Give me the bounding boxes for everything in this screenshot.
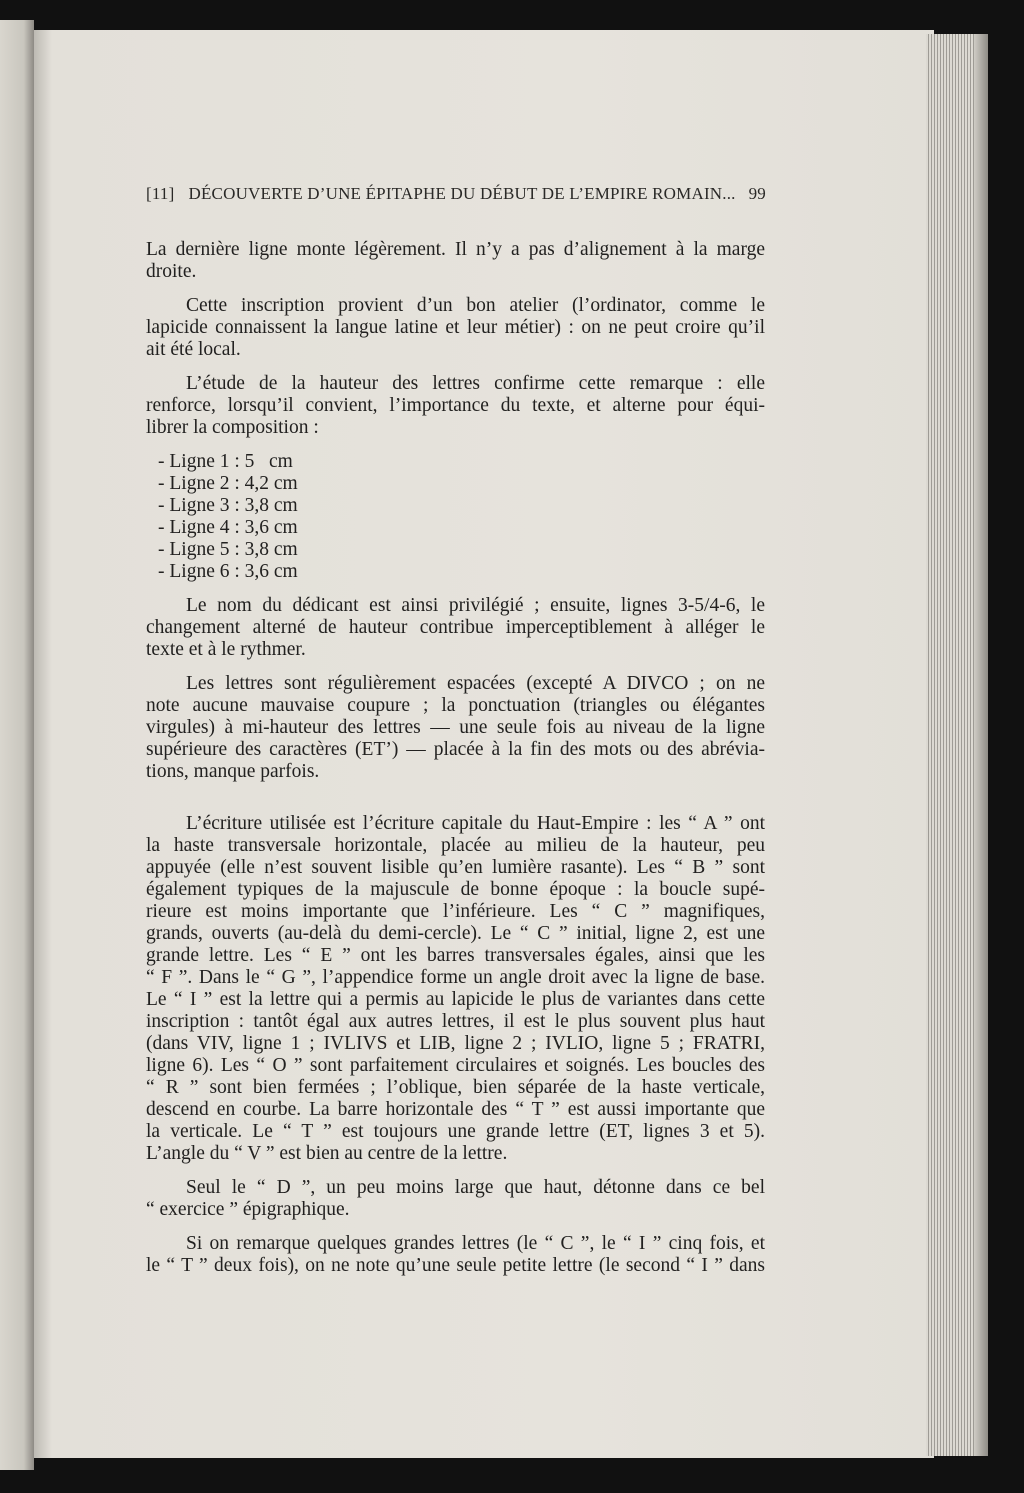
list-item: - Ligne 6 : 3,6 cm — [158, 561, 298, 582]
list-item: - Ligne 5 : 3,8 cm — [158, 539, 298, 560]
text-line: tions, manque parfois. — [146, 761, 320, 782]
section-number: [11] — [146, 184, 175, 203]
text-line: “ F ”. Dans le “ G ”, l’appendice forme un angle droit avec la ligne de base. — [146, 967, 765, 988]
text-line: appuyée (elle n’est souvent lisible qu’en lumière rasante). Les “ B ” sont — [146, 857, 765, 878]
text-line: également typiques de la majuscule de bonne époque : la boucle supé- — [146, 879, 765, 900]
text-line: renforce, lorsqu’il convient, l’importance du texte, et alterne pour équi- — [146, 395, 765, 416]
text-line: rieure est moins importante que l’inférieure. Les “ C ” magnifiques, — [146, 901, 765, 922]
text-line: lapicide connaissent la langue latine et leur métier) : on ne peut croire qu’il — [146, 317, 765, 338]
text-line: L’angle du “ V ” est bien au centre de la lettre. — [146, 1143, 508, 1164]
running-title: DÉCOUVERTE D’UNE ÉPITAPHE DU DÉBUT DE L’EMPIRE ROMAIN... — [188, 184, 736, 203]
page-body — [146, 239, 765, 1289]
page-stack-edge — [926, 34, 988, 1456]
text-line: grands, ouverts (au-delà du demi-cercle). Le “ C ” initial, ligne 2, est une — [146, 923, 765, 944]
text-line: Le “ I ” est la lettre qui a permis au lapicide le plus de variantes dans cette — [146, 989, 765, 1010]
text-line: L’étude de la hauteur des lettres confirme cette remarque : elle — [186, 373, 765, 394]
text-line: grande lettre. Les “ E ” ont les barres transversales égales, ainsi que les — [146, 945, 765, 966]
text-line: le “ T ” deux fois), on ne note qu’une seule petite lettre (le second “ I ” dans — [146, 1255, 765, 1276]
list-item: - Ligne 1 : 5 cm — [158, 451, 293, 472]
text-line: droite. — [146, 261, 197, 282]
text-line: supérieure des caractères (ET’) — placée à la fin des mots ou des abrévia- — [146, 739, 765, 760]
text-line: la haste transversale horizontale, placée au milieu de la hauteur, peu — [146, 835, 765, 856]
list-item: - Ligne 4 : 3,6 cm — [158, 517, 298, 538]
list-item: - Ligne 3 : 3,8 cm — [158, 495, 298, 516]
text-line: descend en courbe. La barre horizontale des “ T ” est aussi importante que — [146, 1099, 765, 1120]
paragraph — [146, 813, 765, 1165]
text-line: ait été local. — [146, 339, 241, 360]
text-line: Le nom du dédicant est ainsi privilégié ; ensuite, lignes 3-5/4-6, le — [186, 595, 765, 616]
letter-height-list — [146, 451, 765, 583]
facing-page-edge — [0, 20, 34, 1470]
paragraph — [146, 673, 765, 783]
text-line: Seul le “ D ”, un peu moins large que haut, détonne dans ce bel — [186, 1177, 765, 1198]
text-line: “ exercice ” épigraphique. — [146, 1199, 350, 1220]
paragraph — [146, 1177, 765, 1221]
text-line: changement alterné de hauteur contribue imperceptiblement à alléger le — [146, 617, 765, 638]
text-line: (dans VIV, ligne 1 ; IVLIVS et LIB, ligne 2 ; IVLIO, ligne 5 ; FRATRI, — [146, 1033, 765, 1054]
paragraph — [146, 239, 765, 283]
text-line: ligne 6). Les “ O ” sont parfaitement circulaires et soignés. Les boucles des — [146, 1055, 765, 1076]
text-line: virgules) à mi-hauteur des lettres — une seule fois au niveau de la ligne — [146, 717, 765, 738]
text-line: librer la composition : — [146, 417, 319, 438]
text-line: Si on remarque quelques grandes lettres (le “ C ”, le “ I ” cinq fois, et — [186, 1233, 765, 1254]
text-line: La dernière ligne monte légèrement. Il n’y a pas d’alignement à la marge — [146, 239, 765, 260]
text-line: la verticale. Le “ T ” est toujours une grande lettre (ET, lignes 3 et 5). — [146, 1121, 765, 1142]
paragraph — [146, 1233, 765, 1277]
page-number: 99 — [748, 184, 766, 203]
list-item: - Ligne 2 : 4,2 cm — [158, 473, 298, 494]
paragraph — [146, 295, 765, 361]
text-line: Cette inscription provient d’un bon atelier (l’ordinator, comme le — [186, 295, 765, 316]
text-line: L’écriture utilisée est l’écriture capitale du Haut-Empire : les “ A ” ont — [186, 813, 765, 834]
paragraph — [146, 373, 765, 439]
text-line: note aucune mauvaise coupure ; la ponctuation (triangles ou élégantes — [146, 695, 765, 716]
paragraph — [146, 595, 765, 661]
text-line: texte et à le rythmer. — [146, 639, 306, 660]
text-line: inscription : tantôt égal aux autres lettres, il est le plus souvent plus haut — [146, 1011, 765, 1032]
running-header — [146, 184, 766, 204]
text-line: Les lettres sont régulièrement espacées (excepté A DIVCO ; on ne — [186, 673, 765, 694]
text-line: “ R ” sont bien fermées ; l’oblique, bien séparée de la haste verticale, — [146, 1077, 765, 1098]
